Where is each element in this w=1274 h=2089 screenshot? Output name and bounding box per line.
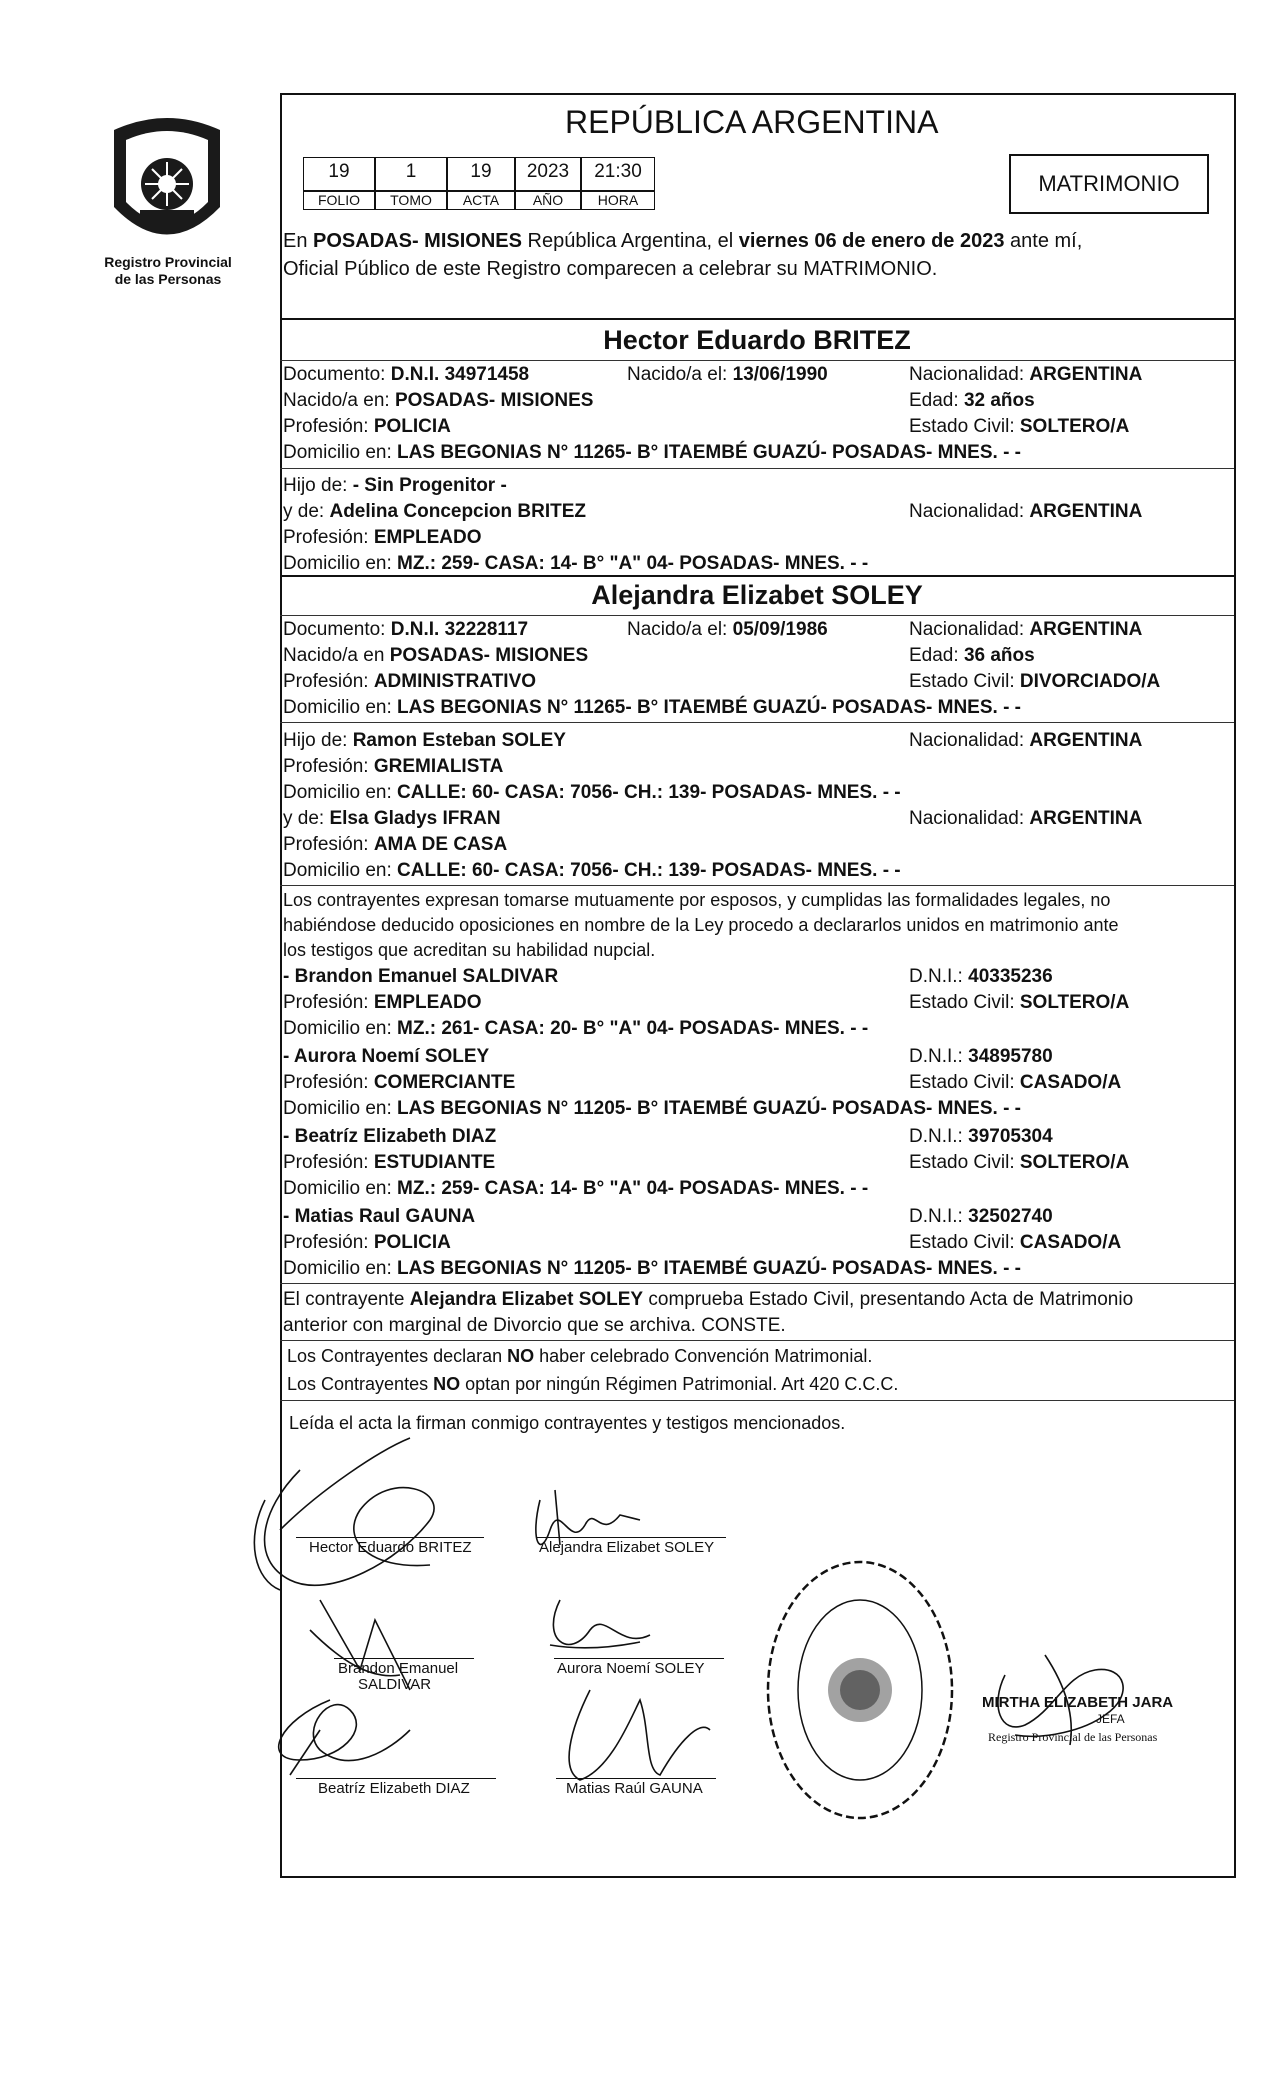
witness4-civil [909,1232,1121,1254]
label: y de: [283,501,330,522]
signature-caption-spouse2: Alejandra Elizabet SOLEY [539,1539,715,1556]
value: MZ.: 261- CASA: 20- B° "A" 04- POSADAS- MNES. - - [397,1018,869,1039]
intro-text-a: En [283,230,314,252]
intro-line2: Oficial Público de este Registro comparecen a celebrar su MATRIMONIO. [283,258,938,280]
witness1-address [283,1018,868,1040]
spouse2-profession [283,671,536,693]
spouse2-mother [283,808,501,830]
intro-line1 [283,230,1082,252]
label: Documento: [283,619,391,640]
spouse1-mother-nationality [909,501,1142,523]
civil-status-note-line1 [283,1289,1133,1311]
witness3-profession [283,1152,495,1174]
spouse1-age [909,390,1035,412]
signature-caption-witness1a: Brandon Emanuel [338,1660,459,1677]
country-title: REPÚBLICA ARGENTINA [565,104,939,140]
label: Estado Civil: [909,1152,1020,1173]
value: 32 años [963,390,1035,411]
spouse1-address [283,442,1021,464]
witness1-name: - Brandon Emanuel SALDIVAR [283,966,559,987]
divider [280,615,1234,616]
document-type: MATRIMONIO [1038,171,1180,196]
value: 13/06/1990 [732,364,828,385]
value: ARGENTINA [1029,364,1143,385]
text: Los Contrayentes [287,1374,434,1394]
spouse2-address [283,697,1021,719]
value: ARGENTINA [1029,619,1143,640]
label: Edad: [909,645,964,666]
label: Domicilio en: [283,1178,398,1199]
divider [280,1340,1234,1341]
label: Domicilio en: [283,782,398,803]
emphasis: NO [433,1374,461,1394]
official-name: MIRTHA ELIZABETH JARA [982,1694,1174,1711]
label: Domicilio en: [283,860,398,881]
emphasis: NO [507,1346,535,1366]
value: EMPLEADO [373,992,482,1013]
signature-caption-witness4: Matias Raúl GAUNA [566,1780,703,1797]
anio-value: 2023 [515,157,581,191]
value: LAS BEGONIAS N° 11205- B° ITAEMBÉ GUAZÚ- POSADAS- MNES. - - [397,1098,1022,1119]
acta-label: ACTA [447,191,515,210]
label: D.N.I.: [909,1046,969,1067]
divider [280,360,1234,361]
spouse2-father-profession [283,756,503,778]
label: Estado Civil: [909,671,1020,692]
witness3-address [283,1178,868,1200]
official-stamp-icon [760,1555,960,1825]
label: Profesión: [283,834,374,855]
divider [280,1400,1234,1401]
witness1-civil [909,992,1129,1014]
intro-text-b: República Argentina, el [521,230,739,252]
registry-name-line2: de las Personas [114,271,222,287]
label: Domicilio en: [283,1258,398,1279]
official-office: Registro Provincial de las Personas [988,1730,1158,1744]
value: ARGENTINA [1029,501,1143,522]
section-divider [280,575,1234,577]
value: Elsa Gladys IFRAN [329,808,501,829]
spouse2-mother-nationality [909,808,1142,830]
witness3-civil [909,1152,1129,1174]
spouse2-birthplace [283,645,588,667]
value: 34895780 [968,1046,1053,1067]
witness4-profession [283,1232,451,1254]
label: Documento: [283,364,391,385]
text: El contrayente [283,1289,410,1310]
spouse1-nationality [909,364,1142,386]
signature-caption-witness3: Beatríz Elizabeth DIAZ [318,1780,470,1797]
text: Los Contrayentes declaran [287,1346,508,1366]
convention-line2 [287,1373,898,1395]
label: Nacido/a en: [283,390,395,411]
label: Profesión: [283,756,374,777]
label: Estado Civil: [909,1072,1020,1093]
label: Nacionalidad: [909,364,1030,385]
spouse1-father [283,475,507,497]
label: Profesión: [283,1072,374,1093]
witness4-name: - Matias Raul GAUNA [283,1206,476,1227]
registry-name-line1: Registro Provincial [104,254,232,270]
spouse2-father-nationality [909,730,1142,752]
value: SOLTERO/A [1019,1152,1130,1173]
spouse1-profession [283,416,451,438]
value: ADMINISTRATIVO [373,671,537,692]
witness4-dni [909,1206,1053,1228]
spouse1-mother-address [283,553,868,575]
label: Domicilio en: [283,553,398,574]
value: CALLE: 60- CASA: 7056- CH.: 139- POSADAS- MNES. - - [397,782,901,803]
label: Domicilio en: [283,1018,398,1039]
spouse1-documento [283,364,529,386]
intro-date: viernes 06 de enero de 2023 [738,230,1005,252]
text: optan por ningún Régimen Patrimonial. Art 420 C.C.C. [460,1374,899,1394]
value: CASADO/A [1019,1232,1122,1253]
signature-line-witness2 [554,1658,724,1659]
value: SOLTERO/A [1019,416,1130,437]
value: ARGENTINA [1029,730,1143,751]
document-type-box [1009,154,1209,214]
acta-value: 19 [447,157,515,191]
label: Edad: [909,390,964,411]
signature-line-witness1 [334,1658,474,1659]
label: Domicilio en: [283,697,398,718]
signature-caption-witness1b: SALDIVAR [358,1676,432,1693]
declaration-line1: Los contrayentes expresan tomarse mutuamente por esposos, y cumplidas las formalidades legales, no [283,890,1111,910]
label: D.N.I.: [909,1126,969,1147]
value: D.N.I. 32228117 [390,619,529,640]
label: Nacionalidad: [909,501,1030,522]
witness2-name: - Aurora Noemí SOLEY [283,1046,490,1067]
spouse2-civil-status [909,671,1160,693]
spouse1-birthplace [283,390,593,412]
value: 39705304 [968,1126,1053,1147]
value: AMA DE CASA [373,834,508,855]
value: LAS BEGONIAS N° 11205- B° ITAEMBÉ GUAZÚ- POSADAS- MNES. - - [397,1258,1022,1279]
handwritten-signatures [240,1430,800,1810]
section-divider [280,318,1234,320]
witness2-address [283,1098,1021,1120]
label: D.N.I.: [909,966,969,987]
anio-label: AÑO [515,191,581,210]
label: Profesión: [283,527,374,548]
spouse2-name: Alejandra Elizabet SOLEY [591,580,923,610]
witness3-name: - Beatríz Elizabeth DIAZ [283,1126,497,1147]
value: ARGENTINA [1029,808,1143,829]
label: Profesión: [283,992,374,1013]
label: Profesión: [283,671,374,692]
folio-value: 19 [303,157,375,191]
value: MZ.: 259- CASA: 14- B° "A" 04- POSADAS- MNES. - - [397,553,869,574]
spouse2-father [283,730,566,752]
value: 36 años [963,645,1035,666]
divider [280,722,1234,723]
value: CALLE: 60- CASA: 7056- CH.: 139- POSADAS- MNES. - - [397,860,901,881]
spouse1-birthdate [627,364,828,386]
spouse2-nationality [909,619,1142,641]
value: Ramon Esteban SOLEY [352,730,566,751]
signature-line-witness3 [296,1778,496,1779]
value: ESTUDIANTE [373,1152,496,1173]
declaration-line2: habiéndose deducido oposiciones en nombre de la Ley procedo a declararlos unidos en matrimonio ante [283,915,1119,935]
official-role: JEFA [1096,1712,1125,1726]
value: 05/09/1986 [732,619,828,640]
civil-status-note-line2: anterior con marginal de Divorcio que se archiva. CONSTE. [283,1315,786,1336]
signature-line-witness4 [556,1778,716,1779]
note-name: Alejandra Elizabet SOLEY [409,1289,644,1310]
label: Hijo de: [283,475,353,496]
value: POSADAS- MISIONES [394,390,594,411]
value: - Sin Progenitor - [352,475,507,496]
spouse2-age [909,645,1035,667]
label: Nacionalidad: [909,619,1030,640]
registry-logo [104,112,230,262]
label: Domicilio en: [283,442,398,463]
text: haber celebrado Convención Matrimonial. [534,1346,873,1366]
divider [280,885,1234,886]
label: Nacionalidad: [909,730,1030,751]
convention-line1 [287,1345,872,1367]
signature-caption-witness2: Aurora Noemí SOLEY [557,1660,705,1677]
label: Profesión: [283,1152,374,1173]
value: POSADAS- MISIONES [389,645,589,666]
divider [280,468,1234,469]
spouse1-civil-status [909,416,1129,438]
label: Nacido/a el: [627,364,733,385]
label: Nacido/a el: [627,619,733,640]
spouse2-birthdate [627,619,828,641]
value: COMERCIANTE [373,1072,516,1093]
intro-place: POSADAS- MISIONES [313,230,522,252]
spouse2-documento [283,619,528,641]
value: D.N.I. 34971458 [390,364,530,385]
spouse2-father-address [283,782,901,804]
signature-line-spouse2 [536,1537,726,1538]
spouse1-mother-profession [283,527,482,549]
tomo-value: 1 [375,157,447,191]
value: LAS BEGONIAS N° 11265- B° ITAEMBÉ GUAZÚ- POSADAS- MNES. - - [397,442,1022,463]
label: Nacionalidad: [909,808,1030,829]
value: POLICIA [373,1232,451,1253]
value: POLICIA [373,416,451,437]
value: Adelina Concepcion BRITEZ [329,501,587,522]
signature-line-spouse1 [296,1537,484,1538]
label: Hijo de: [283,730,353,751]
divider [280,1283,1234,1284]
label: D.N.I.: [909,1206,969,1227]
hora-label: HORA [581,191,655,210]
label: y de: [283,808,330,829]
declaration-line3: los testigos que acreditan su habilidad nupcial. [283,940,656,960]
spouse2-mother-address [283,860,901,882]
label: Estado Civil: [909,1232,1020,1253]
value: 40335236 [968,966,1053,987]
provincial-seal-icon [104,112,230,262]
signature-caption-spouse1: Hector Eduardo BRITEZ [309,1539,472,1556]
witness3-dni [909,1126,1053,1148]
label: Estado Civil: [909,992,1020,1013]
value: GREMIALISTA [373,756,504,777]
label: Nacido/a en [283,645,390,666]
hora-value: 21:30 [581,157,655,191]
value: CASADO/A [1019,1072,1122,1093]
value: MZ.: 259- CASA: 14- B° "A" 04- POSADAS- MNES. - - [397,1178,869,1199]
witness2-civil [909,1072,1121,1094]
witness1-profession [283,992,482,1014]
tomo-label: TOMO [375,191,447,210]
spouse2-mother-profession [283,834,507,856]
value: EMPLEADO [373,527,482,548]
witness2-dni [909,1046,1053,1068]
value: SOLTERO/A [1019,992,1130,1013]
folio-label: FOLIO [303,191,375,210]
label: Domicilio en: [283,1098,398,1119]
witness1-dni [909,966,1053,988]
label: Profesión: [283,1232,374,1253]
witness2-profession [283,1072,515,1094]
intro-text-c: ante mí, [1004,230,1083,252]
value: LAS BEGONIAS N° 11265- B° ITAEMBÉ GUAZÚ- POSADAS- MNES. - - [397,697,1022,718]
value: DIVORCIADO/A [1019,671,1161,692]
label: Profesión: [283,416,374,437]
spouse1-mother [283,501,586,523]
closing-text: Leída el acta la firman conmigo contrayentes y testigos mencionados. [289,1413,846,1433]
value: 32502740 [968,1206,1053,1227]
witness4-address [283,1258,1021,1280]
text: comprueba Estado Civil, presentando Acta de Matrimonio [643,1289,1134,1310]
label: Estado Civil: [909,416,1020,437]
spouse1-name: Hector Eduardo BRITEZ [603,325,911,355]
